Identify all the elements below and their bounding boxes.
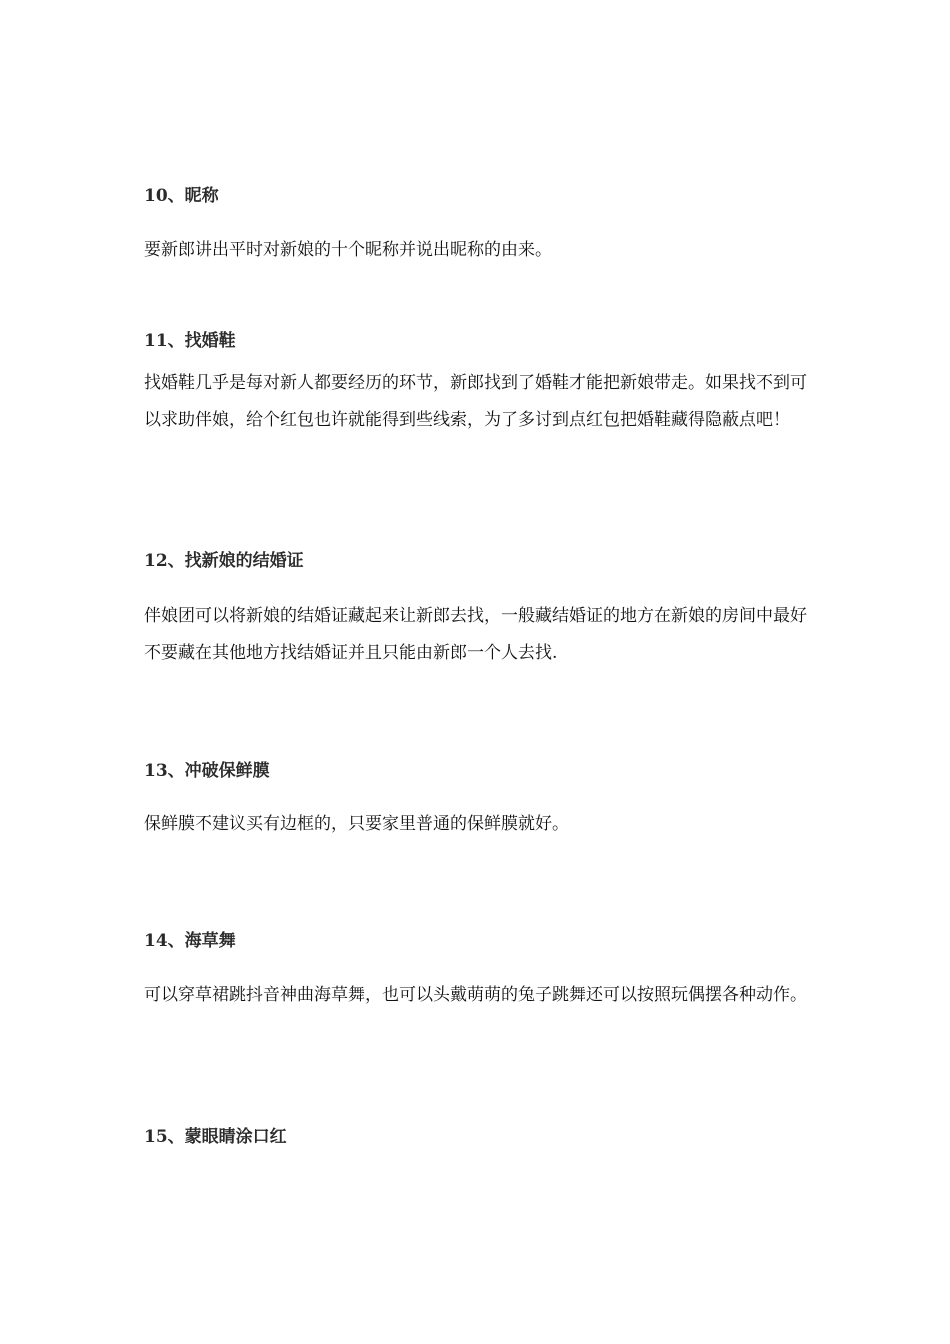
section-body-seaweed-dance: 可以穿草裙跳抖音神曲海草舞，也可以头戴萌萌的兔子跳舞还可以按照玩偶摆各种动作。 — [144, 985, 807, 1005]
section-heading-nickname: 10、昵称 — [144, 186, 219, 206]
section-heading-blindfold-lipstick: 15、蒙眼睛涂口红 — [144, 1127, 287, 1147]
section-heading-find-shoes: 11、找婚鞋 — [144, 331, 236, 351]
section-heading-seaweed-dance: 14、海草舞 — [144, 931, 236, 951]
section-heading-find-certificate: 12、找新娘的结婚证 — [144, 551, 304, 571]
section-body-nickname: 要新郎讲出平时对新娘的十个昵称并说出昵称的由来。 — [144, 240, 552, 260]
section-heading-break-wrap: 13、冲破保鲜膜 — [144, 761, 270, 781]
section-body-find-shoes: 找婚鞋几乎是每对新人都要经历的环节，新郎找到了婚鞋才能把新娘带走。如果找不到可以求助伴娘，给个红包也许就能得到些线索，为了多讨到点红包把婚鞋藏得隐蔽点吧！ — [144, 373, 807, 430]
section-body-find-certificate: 伴娘团可以将新娘的结婚证藏起来让新郎去找，一般藏结婚证的地方在新娘的房间中最好不要藏在其他地方找结婚证并且只能由新郎一个人去找. — [144, 606, 807, 663]
section-body-break-wrap: 保鲜膜不建议买有边框的，只要家里普通的保鲜膜就好。 — [144, 814, 569, 834]
